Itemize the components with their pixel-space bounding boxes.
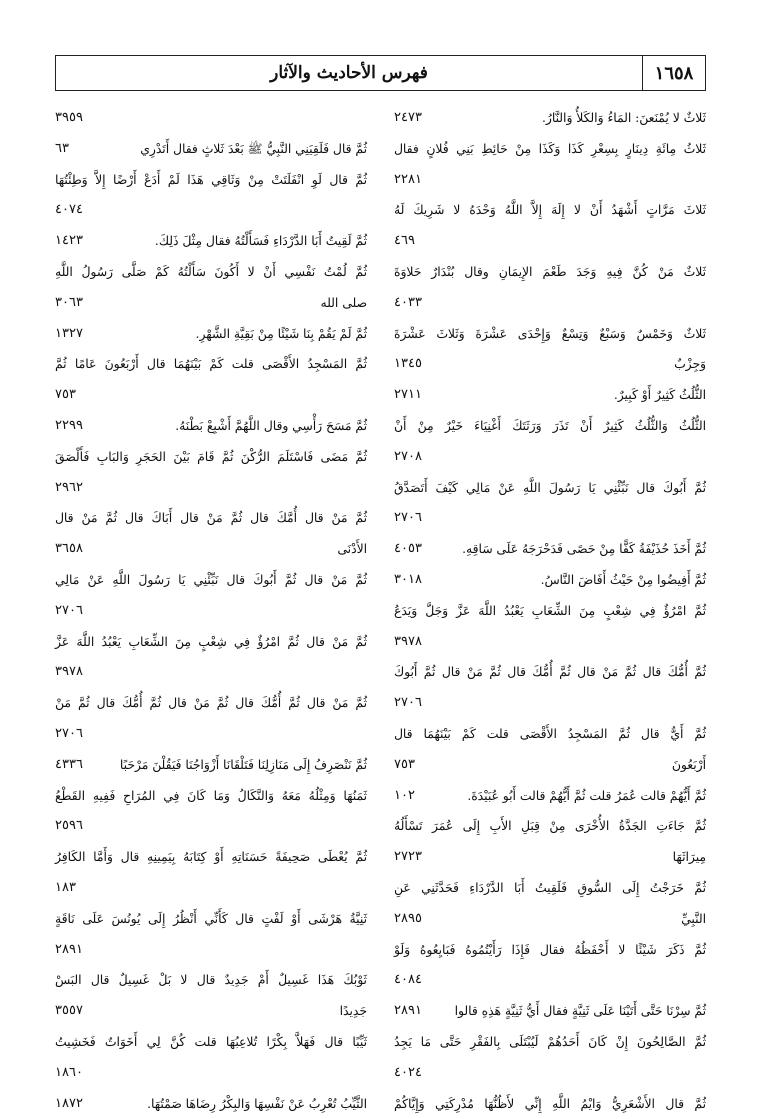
index-line xyxy=(394,565,706,596)
index-line xyxy=(394,411,706,442)
index-line xyxy=(55,781,367,812)
hadith-number: ٢٧٠٦ xyxy=(55,719,83,750)
hadith-number: ٣٠٦٣ xyxy=(55,288,83,319)
index-line xyxy=(55,134,367,165)
hadith-text: ثُمَّ المَسْجِدُ الأَقْصَى قلت كَمْ بَيْنَهُمَا قال أَرْبَعُونَ عَامًا ثُمَّ xyxy=(55,357,367,371)
hadith-text: ثُمَّ ذَكَرَ شَيْئًا لا أَحْفَظُهُ فقال فَإِذَا رَأَيْتُمُوهُ فَبَايِعُوهُ وَلَوْ xyxy=(394,943,706,957)
index-line xyxy=(394,873,706,904)
hadith-text: الثُّلُثُ كَثِيرٌ أَوْ كَبِيرٌ. xyxy=(614,388,706,402)
hadith-number: ٣٦٥٨ xyxy=(55,534,83,565)
right-column xyxy=(394,103,706,1093)
hadith-number: ٢٥٩٦ xyxy=(55,811,83,842)
index-line xyxy=(55,1058,367,1089)
page-title: فهرس الأحاديث والآثار xyxy=(56,56,642,90)
hadith-text: ثَنِيَّةُ هَرْشَى أَوْ لَفْتٍ قال كَأَنِّي أَنْظُرُ إِلَى يُونُسَ عَلَى نَاقَةٍ xyxy=(55,912,367,926)
hadith-text: ثُمَّ قال فَلَقِيَنِي النَّبِيُّ ﷺ بَعْدَ ثَلاثٍ فقال أَتَدْرِي xyxy=(140,142,367,156)
hadith-text: ثَوْبُكَ هَذَا غَسِيلٌ أَمْ جَدِيدٌ قال لا بَلْ غَسِيلٌ قال البَسْ xyxy=(55,973,367,987)
index-line xyxy=(394,380,706,411)
hadith-text: ثُمَّ سِرْنَا حَتَّى أَتَيْنَا عَلَى ثَنِيَّةٍ فقال أَيُّ ثَنِيَّةٍ هَذِهِ قالوا xyxy=(455,1004,706,1018)
hadith-number: ١٤٢٣ xyxy=(55,226,83,257)
hadith-number: ٢٧١١ xyxy=(394,380,422,411)
index-line xyxy=(394,719,706,750)
hadith-text: ثُمَّ أَخَذَ حُذَيْفَةُ كَفًّا مِنْ حَصًى فَدَحْرَجَهُ عَلَى سَاقِهِ. xyxy=(462,542,706,556)
hadith-text: ثُمَّ مَضَى فَاسْتَلَمَ الرُّكْنَ ثُمَّ قَامَ بَيْنَ الحَجَرِ وَالبَابِ فَأَلْصَقَ xyxy=(55,450,367,464)
hadith-number: ٢٢٩٩ xyxy=(55,411,83,442)
hadith-text: ثُمَّ الصَّالِحُونَ إِنْ كَانَ أَحَدُهُمْ لَيُبْتَلَى بِالفَقْرِ حَتَّى مَا يَجِدُ xyxy=(394,1035,706,1049)
hadith-text: ثُمَّ مَنْ قال ثُمَّ امْرُؤٌ فِي شِعْبٍ مِنَ الشِّعَابِ يَعْبُدُ اللَّهَ عَزَّ xyxy=(55,635,367,649)
index-line xyxy=(55,1089,367,1119)
hadith-text: ثُمَّ جَاءَتِ الجَدَّةُ الأُخْرَى مِنْ قِبَلِ الأَبِ إِلَى عُمَرَ تَسْأَلُهُ xyxy=(394,819,706,833)
index-line xyxy=(394,1027,706,1058)
hadith-text: ثُمَّ أُمُّكَ قال ثُمَّ مَنْ قال ثُمَّ أُمُّكَ قال ثُمَّ مَنْ قال ثُمَّ أَبُوكَ xyxy=(394,665,706,679)
hadith-number: ٤٣٣٦ xyxy=(55,750,83,781)
hadith-text: ثَيِّبًا قال فَهَلاَّ بِكْرًا تُلاعِبُهَا قلت كُنَّ لِي أَخَوَاتٌ فَخَشِيتُ xyxy=(55,1035,367,1049)
hadith-number: ٢٧٢٣ xyxy=(394,842,422,873)
index-line xyxy=(394,103,706,134)
hadith-number: ٧٥٣ xyxy=(394,750,415,781)
index-line xyxy=(394,226,706,257)
index-line xyxy=(55,442,367,473)
hadith-number: ٣٠١٨ xyxy=(394,565,422,596)
hadith-text: ثُمَّ أَفِيضُوا مِنْ حَيْثُ أَفَاضَ النَّاسُ. xyxy=(541,573,706,587)
hadith-number: ١٠٢ xyxy=(394,781,415,812)
hadith-number: ٤٠٣٣ xyxy=(394,288,422,319)
index-line xyxy=(55,1027,367,1058)
hadith-text: ثُمَّ مَسَحَ رَأْسِي وقال اللَّهُمَّ أَشْبِعْ بَطْنَهُ. xyxy=(175,419,367,433)
hadith-text: صلى الله xyxy=(321,296,368,310)
hadith-text: ثَلاثُ مِائَةِ دِينَارٍ بِسِعْرِ كَذَا وَكَذَا مِنْ حَائِطِ بَنِي فُلانٍ فقال xyxy=(394,142,706,156)
index-line xyxy=(55,750,367,781)
hadith-number: ١٣٤٥ xyxy=(394,349,422,380)
hadith-number: ٣٥٥٧ xyxy=(55,996,83,1027)
index-line xyxy=(394,442,706,473)
hadith-text: الثَّيِّبُ تُعْرِبُ عَنْ نَفْسِهَا وَالبِكْرُ رِضَاهَا صَمْتُهَا. xyxy=(147,1097,367,1111)
index-line xyxy=(55,195,367,226)
index-line xyxy=(394,781,706,812)
index-line xyxy=(55,257,367,288)
hadith-number: ٤٦٩ xyxy=(394,226,415,257)
hadith-number: ٢٨٩٥ xyxy=(394,904,422,935)
index-line xyxy=(55,380,367,411)
hadith-number: ٦٣ xyxy=(55,134,69,165)
hadith-number: ٧٥٣ xyxy=(55,380,76,411)
index-line xyxy=(55,965,367,996)
index-line xyxy=(55,596,367,627)
hadith-number: ٤٠٧٤ xyxy=(55,195,83,226)
hadith-number: ١٣٢٧ xyxy=(55,319,83,350)
hadith-number: ٤٠٢٤ xyxy=(394,1058,422,1089)
page-header xyxy=(55,55,706,91)
index-line xyxy=(55,349,367,380)
hadith-text: ثَلاثٌ لا يُمْنَعنَ: المَاءُ وَالكَلأُ وَالنَّارُ. xyxy=(542,111,706,125)
hadith-text: ثُمَّ أَبُوكَ قال نَبِّئْنِي يَا رَسُولَ اللَّهِ عَنْ مَالِي كَيْفَ أَتَصَدَّقُ xyxy=(394,481,706,495)
hadith-text: ثَمَنُهَا وَمِثْلُهُ مَعَهُ وَالنَّكَالُ وَمَا كَانَ فِي المُرَاحِ فَفِيهِ القَطْعُ xyxy=(55,789,367,803)
index-line xyxy=(394,195,706,226)
hadith-number: ٢٧٠٦ xyxy=(394,688,422,719)
index-line xyxy=(55,688,367,719)
index-line xyxy=(394,473,706,504)
index-line xyxy=(394,750,706,781)
hadith-text: ثُمَّ لَقِيتُ أَبَا الدَّرْدَاءِ فَسَأَلْتُهُ فقال مِثْلَ ذَلِكَ. xyxy=(155,234,367,248)
hadith-text: وَجِزْبٌ xyxy=(674,357,706,371)
hadith-text: ثُمَّ نَنْصَرِفُ إِلَى مَنَازِلِنَا فَتَلْقَانَا أَزْوَاجُنَا فَيَقُلْنَ مَرْحَبًا xyxy=(120,758,367,772)
index-line xyxy=(394,935,706,966)
hadith-text: النَّبِيِّ xyxy=(681,912,706,926)
index-line xyxy=(55,226,367,257)
index-line xyxy=(394,965,706,996)
hadith-number: ١٨٦٠ xyxy=(55,1058,83,1089)
index-line xyxy=(55,288,367,319)
index-line xyxy=(394,842,706,873)
index-line xyxy=(394,349,706,380)
index-line xyxy=(55,503,367,534)
index-line xyxy=(394,996,706,1027)
index-line xyxy=(55,565,367,596)
hadith-text: ثُمَّ قال لَوِ انْفَلَتَتْ مِنْ وَثَاقِي هَذَا لَمْ أَدَعْ أَرْضًا إِلاَّ وَطِئْتُهَا xyxy=(55,173,367,187)
hadith-number: ٢٧٠٦ xyxy=(394,503,422,534)
index-line xyxy=(55,103,367,134)
index-columns xyxy=(55,103,706,1093)
index-line xyxy=(394,165,706,196)
index-line xyxy=(394,596,706,627)
index-line xyxy=(55,719,367,750)
index-line xyxy=(55,473,367,504)
hadith-text: ثُمَّ أَيٌّ قال ثُمَّ المَسْجِدُ الأَقْصَى قلت كَمْ بَيْنَهُمَا قال xyxy=(394,727,706,741)
hadith-number: ٣٩٧٨ xyxy=(55,657,83,688)
page-number: ١٦٥٨ xyxy=(642,56,705,90)
hadith-text: ثُمَّ يُعْطَى صَحِيفَةً حَسَنَاتِهِ أَوْ كِتَابَهُ بِيَمِينِهِ قال وَأَمَّا الكَافِرُ xyxy=(55,850,367,864)
hadith-number: ٢٩٦٢ xyxy=(55,473,83,504)
hadith-text: ثُمَّ أَيُّهُمْ قالت عُمَرُ قلت ثُمَّ أَيُّهُمْ قالت أَبُو عُبَيْدَةَ. xyxy=(467,789,706,803)
index-line xyxy=(55,842,367,873)
index-line xyxy=(55,873,367,904)
left-column xyxy=(55,103,367,1093)
index-line xyxy=(394,627,706,658)
index-line xyxy=(55,657,367,688)
index-line xyxy=(394,811,706,842)
index-line xyxy=(394,503,706,534)
hadith-number: ٣٩٧٨ xyxy=(394,627,422,658)
hadith-number: ٢٨٩١ xyxy=(55,935,83,966)
index-line xyxy=(394,534,706,565)
hadith-number: ٤٠٥٣ xyxy=(394,534,422,565)
index-line xyxy=(394,319,706,350)
hadith-text: ثَلاثَ مَرَّاتٍ أَشْهَدُ أَنْ لا إِلَهَ إِلاَّ اللَّهُ وَحْدَهُ لا شَرِيكَ لَهُ xyxy=(394,203,706,217)
hadith-number: ٢٤٧٣ xyxy=(394,103,422,134)
hadith-text: ثُمَّ مَنْ قال أُمَّكَ قال ثُمَّ مَنْ قال أَبَاكَ قال ثُمَّ مَنْ قال xyxy=(55,511,367,525)
index-line xyxy=(394,1058,706,1089)
index-line xyxy=(55,935,367,966)
hadith-text: ثُمَّ لُمْتُ نَفْسِي أَنْ لا أَكُونَ سَأَلْتُهُ كَمْ صَلَّى رَسُولُ اللَّهِ xyxy=(55,265,367,279)
hadith-text: ثُمَّ مَنْ قال ثُمَّ أَبُوكَ قال نَبِّئْنِي يَا رَسُولَ اللَّهِ عَنْ مَالِي xyxy=(55,573,367,587)
index-line xyxy=(55,165,367,196)
index-line xyxy=(55,996,367,1027)
hadith-number: ٢٨٩١ xyxy=(394,996,422,1027)
hadith-text: أَرْبَعُونَ xyxy=(672,758,706,772)
index-line xyxy=(55,534,367,565)
index-line xyxy=(394,904,706,935)
index-line xyxy=(394,1089,706,1119)
hadith-text: جَدِيدًا xyxy=(340,1004,367,1018)
hadith-number: ١٨٧٢ xyxy=(55,1089,83,1119)
index-line xyxy=(394,288,706,319)
hadith-number: ٢٧٠٦ xyxy=(55,596,83,627)
index-line xyxy=(55,627,367,658)
hadith-text: الثُّلُثُ وَالثُّلُثُ كَثِيرٌ أَنْ تَذَرَ وَرَثَتَكَ أَغْنِيَاءَ خَيْرٌ مِنْ أَنْ xyxy=(394,419,706,433)
hadith-text: ثُمَّ لَمْ يَقُمْ بِنَا شَيْئًا مِنْ بَقِيَّةِ الشَّهْرِ. xyxy=(196,327,367,341)
index-line xyxy=(394,657,706,688)
index-line xyxy=(55,411,367,442)
hadith-number: ٣٩٥٩ xyxy=(55,103,83,134)
hadith-number: ٢٢٨١ xyxy=(394,165,422,196)
index-line xyxy=(394,688,706,719)
hadith-number: ٢٧٠٨ xyxy=(394,442,422,473)
index-line xyxy=(394,257,706,288)
hadith-number: ١٨٣ xyxy=(55,873,76,904)
index-line xyxy=(55,319,367,350)
hadith-text: ثُمَّ خَرَجْتُ إِلَى السُّوقِ فَلَقِيتُ أَبَا الدَّرْدَاءِ فَحَدَّثَنِي عَنِ xyxy=(394,881,706,895)
index-line xyxy=(55,904,367,935)
hadith-text: ثُمَّ قال الأَشْعَرِيُّ وَايْمُ اللَّهِ إِنِّي لأَظُنُّهَا مُدْرِكَتِي وَإِيَّاكُمْ xyxy=(394,1097,706,1111)
hadith-text: الأَدْنَى xyxy=(337,542,367,556)
hadith-text: مِيرَاثَهَا xyxy=(673,850,706,864)
hadith-number: ٤٠٨٤ xyxy=(394,965,422,996)
hadith-text: ثَلاثٌ مَنْ كُنَّ فِيهِ وَجَدَ طَعْمَ الإِيمَانِ وقال بُنْدَارٌ حَلاوَةَ xyxy=(394,265,706,279)
hadith-text: ثُمَّ امْرُؤٌ فِي شِعْبٍ مِنَ الشِّعَابِ يَعْبُدُ اللَّهَ عَزَّ وَجَلَّ وَيَدَعُ xyxy=(394,604,706,618)
index-line xyxy=(55,811,367,842)
hadith-text: ثُمَّ مَنْ قال ثُمَّ أُمُّكَ قال ثُمَّ مَنْ قال ثُمَّ أُمُّكَ قال ثُمَّ مَنْ xyxy=(55,696,367,710)
index-line xyxy=(394,134,706,165)
hadith-text: ثَلاثٌ وَخَمْسٌ وَسَبْعٌ وَتِسْعٌ وَإِحْدَى عَشْرَةَ وَثَلاثَ عَشْرَةَ xyxy=(394,327,706,341)
